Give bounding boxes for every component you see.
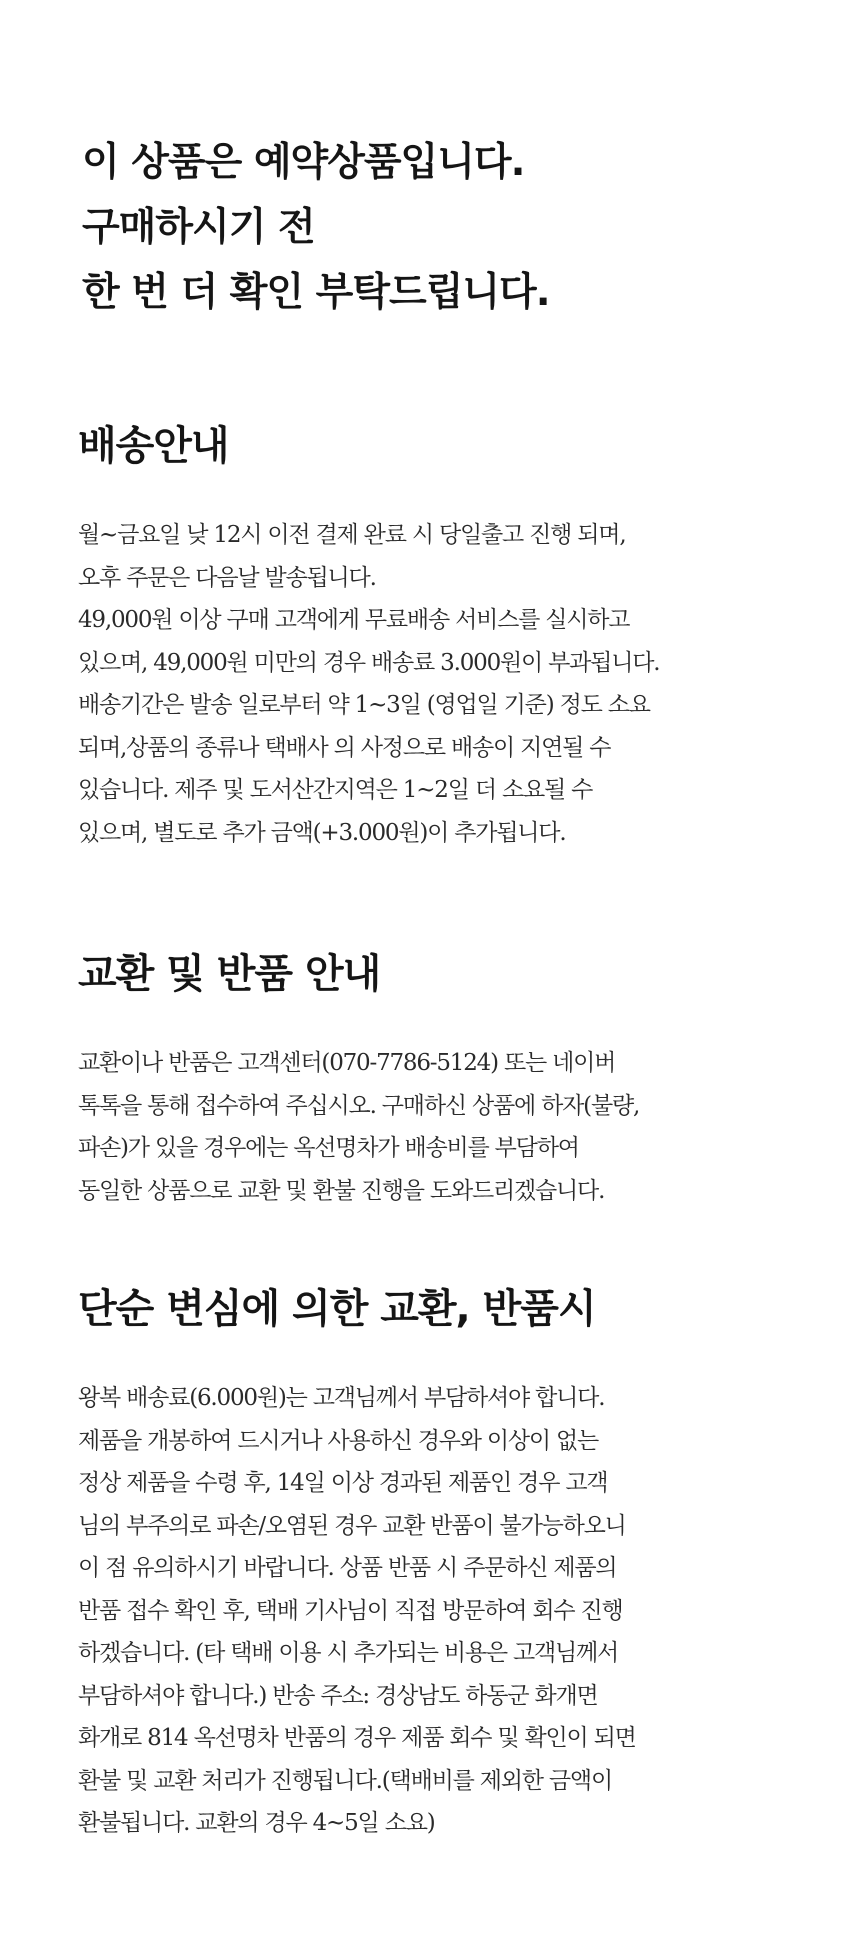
body-line: 있으며, 49,000원 미만의 경우 배송료 3.000원이 부과됩니다. bbox=[78, 649, 660, 676]
body-line: 정상 제품을 수령 후, 14일 이상 경과된 제품인 경우 고객 bbox=[78, 1470, 608, 1496]
section-title: 단순 변심에 의한 교환, 반품시 bbox=[78, 1286, 596, 1332]
preorder-notice-line: 구매하시기 전 bbox=[82, 205, 315, 250]
body-line: 월~금요일 낮 12시 이전 결제 완료 시 당일출고 진행 되며, bbox=[78, 522, 626, 548]
body-line: 님의 부주의로 파손/오염된 경우 교환 반품이 불가능하오니 bbox=[78, 1512, 626, 1539]
section-body bbox=[78, 1042, 798, 1212]
body-line: 49,000원 이상 구매 고객에게 무료배송 서비스를 실시하고 bbox=[78, 607, 630, 633]
change-of-mind-section bbox=[78, 1283, 798, 1845]
section-body bbox=[78, 1377, 798, 1845]
preorder-notice-line: 한 번 더 확인 부탁드립니다. bbox=[82, 270, 550, 315]
section-title: 교환 및 반품 안내 bbox=[78, 951, 381, 997]
exchange-return-section bbox=[78, 948, 798, 1212]
preorder-notice bbox=[82, 130, 802, 325]
preorder-notice-line: 이 상품은 예약상품입니다. bbox=[82, 140, 525, 185]
section-title: 배송안내 bbox=[78, 423, 229, 469]
body-line: 하겠습니다. (타 택배 이용 시 추가되는 비용은 고객님께서 bbox=[78, 1640, 619, 1666]
body-line: 배송기간은 발송 일로부터 약 1~3일 (영업일 기준) 정도 소요 bbox=[78, 692, 650, 718]
body-line: 환불됩니다. 교환의 경우 4~5일 소요) bbox=[78, 1810, 435, 1836]
body-line: 교환이나 반품은 고객센터(070-7786-5124) 또는 네이버 bbox=[78, 1050, 616, 1076]
body-line: 이 점 유의하시기 바랍니다. 상품 반품 시 주문하신 제품의 bbox=[78, 1555, 617, 1581]
body-line: 왕복 배송료(6.000원)는 고객님께서 부담하셔야 합니다. bbox=[78, 1385, 605, 1411]
body-line: 있습니다. 제주 및 도서산간지역은 1~2일 더 소요될 수 bbox=[78, 777, 593, 803]
body-line: 오후 주문은 다음날 발송됩니다. bbox=[78, 564, 376, 591]
body-line: 동일한 상품으로 교환 및 환불 진행을 도와드리겠습니다. bbox=[78, 1177, 605, 1204]
body-line: 부담하셔야 합니다.) 반송 주소: 경상남도 하동군 화개면 bbox=[78, 1682, 598, 1709]
shipping-info-section bbox=[78, 420, 798, 854]
section-body bbox=[78, 514, 798, 854]
body-line: 톡톡을 통해 접수하여 주십시오. 구매하신 상품에 하자(불량, bbox=[78, 1092, 640, 1119]
body-line: 되며,상품의 종류나 택배사 의 사정으로 배송이 지연될 수 bbox=[78, 734, 611, 761]
body-line: 반품 접수 확인 후, 택배 기사님이 직접 방문하여 회수 진행 bbox=[78, 1597, 623, 1624]
body-line: 있으며, 별도로 추가 금액(+3.000원)이 추가됩니다. bbox=[78, 819, 566, 846]
body-line: 환불 및 교환 처리가 진행됩니다.(택배비를 제외한 금액이 bbox=[78, 1767, 612, 1794]
body-line: 화개로 814 옥선명차 반품의 경우 제품 회수 및 확인이 되면 bbox=[78, 1725, 636, 1751]
body-line: 파손)가 있을 경우에는 옥선명차가 배송비를 부담하여 bbox=[78, 1135, 579, 1161]
body-line: 제품을 개봉하여 드시거나 사용하신 경우와 이상이 없는 bbox=[78, 1427, 599, 1454]
